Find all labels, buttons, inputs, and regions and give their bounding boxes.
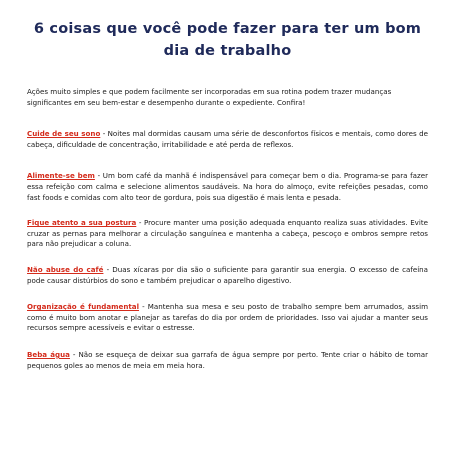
- tip-posture: [27, 218, 428, 250]
- tip-sleep: [27, 129, 428, 150]
- tip-food: [27, 171, 428, 203]
- tip-organization: [27, 302, 428, 334]
- tip-text-posture: - Procure manter uma posição adequada enquanto realiza suas atividades. Evite cruzar as pernas para melhorar a circulação sanguínea e mantenha a cabeça, pescoço e ombros sempre retos para não prejudicar a coluna.: [27, 218, 428, 249]
- tip-text-food: - Um bom café da manhã é indispensável para começar bem o dia. Programa-se para fazer essa refeição com calma e selecione alimentos saudáveis. Na hora do almoço, evite refeições pesadas, como fast foods e comidas com alto teor de gordura, pois sua digestão é mais lenta e pesada.: [27, 171, 428, 202]
- tip-text-organization: - Mantenha sua mesa e seu posto de trabalho sempre bem arrumados, assim como é muito bom anotar e planejar as tarefas do dia por ordem de prioridades. Isso vai ajudar a manter seus recursos sempre acessíveis e evitar o estresse.: [27, 302, 428, 333]
- intro-paragraph: Ações muito simples e que podem facilmente ser incorporadas em sua rotina podem trazer mudanças significantes em seu bem-estar e desempenho durante o expediente. Confira!: [27, 87, 392, 107]
- tip-text-coffee: - Duas xícaras por dia são o suficiente para garantir sua energia. O excesso de cafeína pode causar distúrbios do sono e também prejudicar o aparelho digestivo.: [27, 264, 429, 285]
- tip-label-coffee: Não abuse do café: [27, 264, 104, 274]
- tip-label-water: Beba água: [27, 349, 70, 359]
- page-title: 6 coisas que você pode fazer para ter um bom dia de trabalho: [33, 21, 422, 59]
- tip-label-food: Alimente-se bem: [27, 171, 95, 181]
- tip-text-water: - Não se esqueça de deixar sua garrafa de água sempre por perto. Tente criar o hábito de tomar pequenos goles ao menos de meia em meia hora.: [27, 349, 428, 370]
- tip-label-posture: Fique atento a sua postura: [27, 218, 137, 228]
- tip-coffee: [27, 265, 428, 286]
- tip-label-organization: Organização é fundamental: [27, 302, 140, 312]
- tip-text-sleep: - Noites mal dormidas causam uma série de desconfortos físicos e mentais, como dores de cabeça, dificuldade de concentração, irritabilidade e até perda de reflexos.: [27, 129, 428, 149]
- tip-water: [27, 350, 428, 371]
- tip-label-sleep: Cuide de seu sono: [27, 129, 101, 139]
